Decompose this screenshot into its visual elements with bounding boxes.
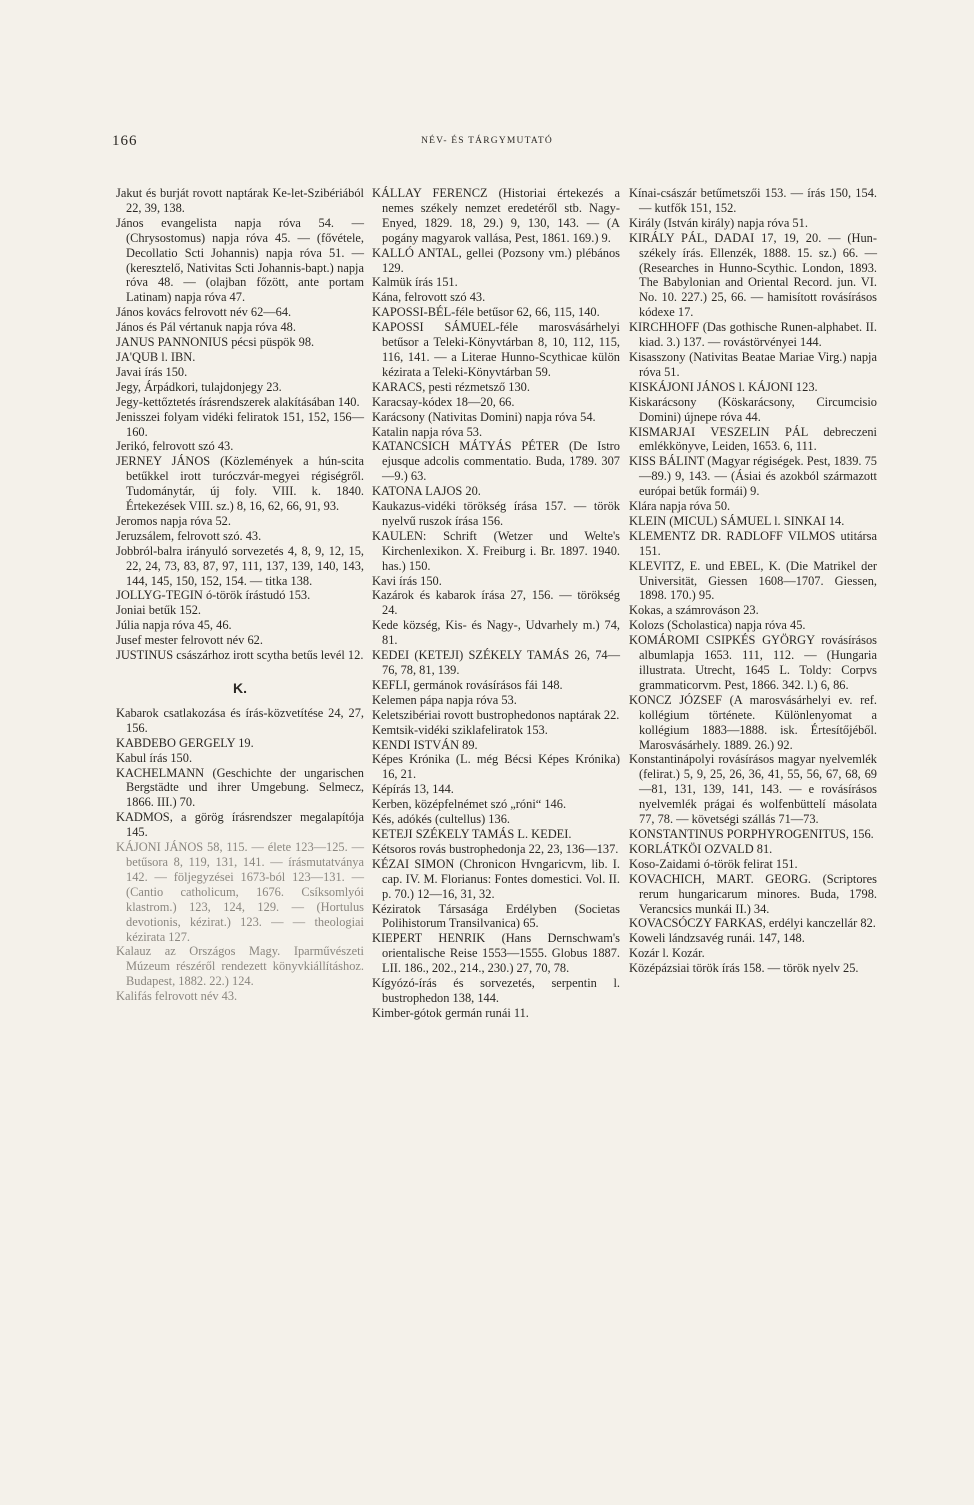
index-entry: Kelemen pápa napja róva 53. — [372, 692, 517, 707]
index-entry: KADMOS, a görög írásrendszer megalapítója 145. — [116, 810, 364, 840]
index-entry: János evangelista napja róva 54. — (Chrysostomus) napja róva 45. — (fővétele, Decollatio Scti Johannis) napja róva 51. — (keresztelő, Nativitas Scti Johannis-bapt.) napja róva 48. — (olajban főzött, ante portam Latinam) napja róva 47. — [116, 215, 364, 305]
index-entry: JERNEY JÁNOS (Közlemények a hún-scita betűkkel irott turóczvár-megyei régiségről. Tudománytár, új foly. VIII. k. 1840. Értekezések VIII. sz.) 8, 16, 62, 66, 91, 93. — [116, 454, 364, 514]
index-entry: KÁLLAY FERENCZ (Historiai értekezés a nemes székely nemzet eredetéről stb. Nagy-Enyed, 1829. 18, 29.) 9, 130, 143. — (A pogány magyarok vallása, Pest, 1861. 169.) 9. — [372, 186, 620, 245]
index-entry: Jusef mester felrovott név 62. — [116, 633, 263, 648]
index-entry: Javai írás 150. — [116, 364, 188, 379]
index-entry: Kígyózó-írás és sorvezetés, serpentin l. bustrophedon 138, 144. — [372, 976, 620, 1005]
index-entry: Kalifás felrovott név 43. — [116, 989, 238, 1004]
index-entry: Jobbról-balra irányuló sorvezetés 4, 8, 9, 12, 15, 22, 24, 73, 83, 87, 97, 111, 137, 139, 140, 143, 144, 145, 150, 152, 154. — titka 138. — [116, 543, 364, 588]
index-entry: Képírás 13, 144. — [372, 782, 454, 797]
index-entry: KISMARJAI VESZELIN PÁL debreczeni emlékkönyve, Leiden, 1653. 6, 111. — [629, 424, 877, 454]
index-entry: Kabarok csatlakozása és írás-közvetítése 24, 27, 156. — [116, 705, 364, 735]
index-entry: Kalauz az Országos Magy. Iparművészeti Múzeum részéről rendezett könyvkiállításhoz. Budapest, 1882. 22.) 124. — [116, 944, 364, 989]
index-entry: KLEVITZ, E. und EBEL, K. (Die Matrikel der Universität, Giessen 1608—1707. Giessen, 1898. 170.) 95. — [629, 558, 877, 603]
index-entry: Kozár l. Kozár. — [629, 946, 705, 961]
index-entry: KENDI ISTVÁN 89. — [372, 737, 478, 752]
index-entry: KOVACSÓCZY FARKAS, erdélyi kanczellár 82. — [629, 916, 876, 931]
index-entry: János kovács felrovott név 62—64. — [116, 305, 292, 320]
index-entry: Középázsiai török írás 158. — török nyelv 25. — [629, 961, 859, 976]
running-head: NÉV- ÉS TÁRGYMUTATÓ — [421, 136, 553, 146]
index-entry: Király (István király) napja róva 51. — [629, 215, 808, 230]
index-entry: Keletszibériai rovott bustrophedonos naptárak 22. — [372, 707, 620, 722]
index-entry: Klára napja róva 50. — [629, 499, 731, 514]
index-entry: Kaukazus-vidéki törökség írása 157. — török nyelvű ruszok írása 156. — [372, 499, 620, 528]
index-entry: KISS BÁLINT (Magyar régiségek. Pest, 1839. 75—89.) 9, 143. — (Ásiai és azokból származott európai betűk formái) 9. — [629, 454, 877, 499]
index-entry: Kínai-császár betűmetszői 153. — írás 150, 154. — kutfők 151, 152. — [629, 186, 877, 215]
index-entry: Joniai betűk 152. — [116, 603, 202, 618]
index-entry: KAPOSSI SÁMUEL-féle marosvásárhelyi betűsor a Teleki-Könyvtárban 8, 10, 112, 115, 116, 141. — a Literae Hunno-Scythicae külön kézirata a Teleki-Könyvtárban 59. — [372, 320, 620, 379]
section-letter: K. — [233, 680, 247, 696]
index-entry: KONCZ JÓZSEF (A marosvásárhelyi ev. ref. kollégium története. Különlenyomat a kollégium 1883—1888. isk. Értesítőjéből. Marosvásárhely. 1889. 26.) 92. — [629, 692, 877, 752]
index-entry: Jegy-kettőztetés írásrendszerek alakításában 140. — [116, 394, 360, 409]
page-header — [0, 133, 974, 157]
index-entry: Jakut és burját rovott naptárak Ke-let-Szibériából 22, 39, 138. — [116, 186, 364, 215]
index-entry: KLEMENTZ DR. RADLOFF VILMOS utitársa 151. — [629, 528, 877, 558]
index-entry: JANUS PANNONIUS pécsi püspök 98. — [116, 335, 315, 350]
index-entry: KETEJI SZÉKELY TAMÁS L. KEDEI. — [372, 826, 572, 841]
index-entry: Kimber-gótok germán runái 11. — [372, 1005, 529, 1020]
index-entry: KIRÁLY PÁL, DADAI 17, 19, 20. — (Hun-székely írás. Ellenzék, 1888. 15. sz.) 66. — (Researches in Hunno-Scythic. London, 1893. The Babylonian and Oriental Record. jun. VI. No. 10. 227.) 25, 66. — hamisított rovásírásos kódexe 17. — [629, 230, 877, 320]
index-entry: Kisasszony (Nativitas Beatae Mariae Virg.) napja róva 51. — [629, 349, 877, 379]
index-entry: Jegy, Árpádkori, tulajdonjegy 23. — [116, 379, 282, 394]
index-entry: Kokas, a számrováson 23. — [629, 603, 759, 618]
index-entry: Kés, adókés (cultellus) 136. — [372, 812, 510, 827]
index-entry: KLEIN (MICUL) SÁMUEL l. SINKAI 14. — [629, 513, 845, 528]
index-entry: Jeruzsálem, felrovott szó. 43. — [116, 528, 262, 543]
index-entry: KOMÁROMI CSIPKÉS GYÖRGY rovásírásos albumlapja 1653. 111, 112. — (Hungaria illustrata. Utrecht, 1645 L. Toldy: Corpvs grammaticorvm. Pest, 1866. 342. l.) 6, 86. — [629, 633, 877, 692]
index-entry: KÁJONI JÁNOS 58, 115. — élete 123—125. — betűsora 8, 119, 131, 141. — írásmutatványa 142. — följegyzései 1673-ból 123—131. — (Cantio catholicum, 1676. Csíksomlyói klastrom.) 123, 124, 129. — (Hortulus devotionis, kézirat.) 123. — — theologiai kézirata 127. — [116, 840, 364, 944]
index-entry: KONSTANTINUS PORPHYROGENITUS, 156. — [629, 826, 874, 841]
index-entry: KORLÁTKÖI OZVALD 81. — [629, 841, 773, 856]
index-entry: Kerben, középfelnémet szó „róni“ 146. — [372, 797, 567, 812]
index-entry: KAULEN: Schrift (Wetzer und Welte's Kirchenlexikon. X. Freiburg i. Br. 1897. 1940. has.) 150. — [372, 528, 620, 573]
index-entry: Kemtsik-vidéki sziklafeliratok 153. — [372, 722, 548, 737]
index-entry: Jenisszei folyam vidéki feliratok 151, 152, 156—160. — [116, 409, 364, 439]
index-entry: KALLÓ ANTAL, gellei (Pozsony vm.) plébános 129. — [372, 245, 620, 275]
index-entry: Júlia napja róva 45, 46. — [116, 618, 232, 633]
index-entry: KÉZAI SIMON (Chronicon Hvngaricvm, lib. I. cap. IV. M. Florianus: Fontes domestici. Vol. II. p. 70.) 12—16, 31, 32. — [372, 856, 620, 901]
index-entry: KISKÁJONI JÁNOS l. KÁJONI 123. — [629, 379, 818, 394]
index-entry: KIRCHHOFF (Das gothische Runen-alphabet. II. kiad. 3.) 137. — rovástörvényei 144. — [629, 320, 877, 350]
index-entry: KATANCSICH MÁTYÁS PÉTER (De Istro ejusque adcolis commentatio. Buda, 1789. 307—9.) 63. — [372, 439, 620, 484]
index-entry: Kétsoros rovás bustrophedonja 22, 23, 136—137. — [372, 841, 619, 856]
index-entry: KAPOSSI-BÉL-féle betűsor 62, 66, 115, 140. — [372, 305, 600, 320]
index-column-3 — [629, 186, 877, 976]
index-entry: Karacsay-kódex 18—20, 66. — [372, 394, 515, 409]
index-entry: Kalmük írás 151. — [372, 275, 458, 290]
index-entry: JUSTINUS császárhoz irott scytha betűs levél 12. — [116, 648, 364, 663]
index-entry: Kavi írás 150. — [372, 573, 442, 588]
index-entry: KOVACHICH, MART. GEORG. (Scriptores rerum hungaricarum minores. Buda, 1798. Verancsics munkái II.) 34. — [629, 871, 877, 916]
index-entry: Jeromos napja róva 52. — [116, 513, 231, 528]
index-entry: Konstantinápolyi rovásírásos magyar nyelvemlék (felirat.) 5, 9, 25, 26, 36, 41, 55, 56, 67, 68, 69—81, 131, 139, 141, 143. — e rovásírásos nyelvemlék prágai és wolfenbüttelí másolata 77, 78. — követségi szállás 71—73. — [629, 752, 877, 827]
index-entry: Kána, felrovott szó 43. — [372, 290, 486, 305]
index-column-1 — [116, 186, 364, 1004]
index-entry: KATONA LAJOS 20. — [372, 484, 481, 499]
index-entry: Kede község, Kis- és Nagy-, Udvarhely m.) 74, 81. — [372, 618, 620, 648]
index-entry: JOLLYG-TEGIN ó-török írástudó 153. — [116, 588, 311, 603]
index-entry: Katalin napja róva 53. — [372, 424, 483, 439]
index-entry: Kazárok és kabarok írása 27, 156. — törökség 24. — [372, 588, 620, 618]
index-entry: Kéziratok Társasága Erdélyben (Societas Polihistorum Transilvanica) 65. — [372, 901, 620, 931]
index-entry: JA'QUB l. IBN. — [116, 349, 196, 364]
index-entry: Kiskarácsony (Köskarácsony, Circumcisio Domini) újnepe róva 44. — [629, 394, 877, 424]
index-entry: KARACS, pesti rézmetsző 130. — [372, 379, 530, 394]
index-entry: Koweli lándzsavég runái. 147, 148. — [629, 931, 805, 946]
page-number: 166 — [112, 133, 138, 149]
index-entry: Képes Krónika (L. még Bécsi Képes Krónika) 16, 21. — [372, 752, 620, 782]
index-column-2 — [372, 186, 620, 1021]
index-entry: KIEPERT HENRIK (Hans Dernschwam's orientalische Reise 1553—1555. Globus 1887. LII. 186., 202., 214., 230.) 27, 70, 78. — [372, 931, 620, 976]
index-entry: Koso-Zaidami ó-török felirat 151. — [629, 856, 798, 871]
index-entry: Kabul írás 150. — [116, 750, 193, 765]
index-entry: KEDEI (KETEJI) SZÉKELY TAMÁS 26, 74—76, 78, 81, 139. — [372, 648, 620, 677]
index-entry: KACHELMANN (Geschichte der ungarischen Bergstädte und ihrer Umgebung. Selmecz, 1866. III.) 70. — [116, 765, 364, 810]
index-entry: Kolozs (Scholastica) napja róva 45. — [629, 618, 806, 633]
index-entry: KEFLI, germánok rovásírásos fái 148. — [372, 677, 563, 692]
index-entry: Karácsony (Nativitas Domini) napja róva 54. — [372, 409, 596, 424]
index-entry: János és Pál vértanuk napja róva 48. — [116, 320, 296, 335]
index-entry: Jerikó, felrovott szó 43. — [116, 439, 234, 454]
index-entry: KABDEBO GERGELY 19. — [116, 735, 254, 750]
